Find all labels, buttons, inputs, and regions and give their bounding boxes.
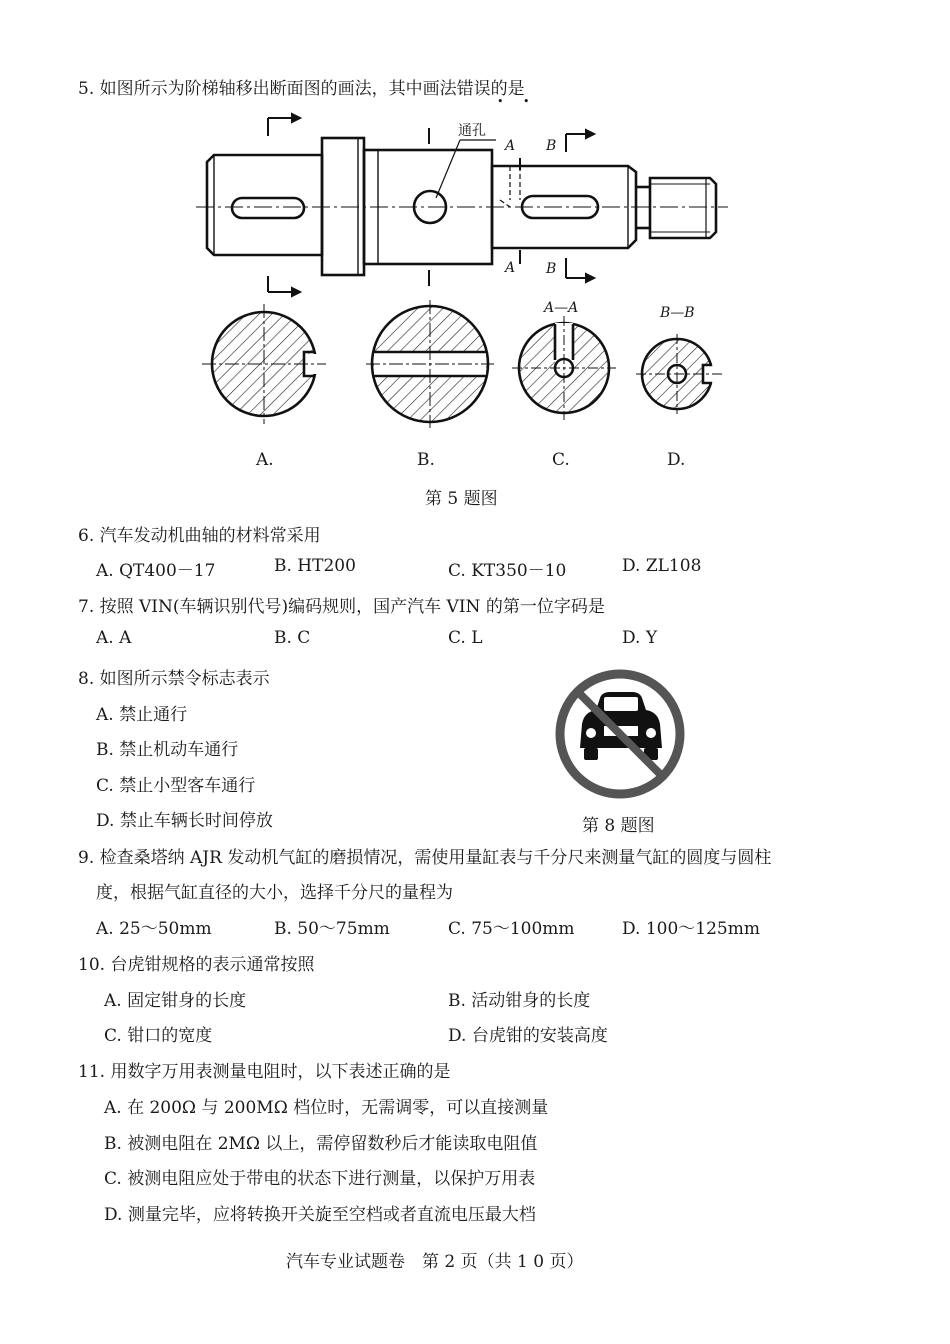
q10-option-d: D. 台虎钳的安装高度 — [448, 1026, 608, 1046]
section-b — [366, 300, 494, 428]
section-title-aa: A—A — [544, 300, 579, 316]
section-d — [636, 334, 722, 414]
q10-option-b: B. 活动钳身的长度 — [448, 991, 591, 1011]
q8-option-b: B. 禁止机动车通行 — [96, 740, 239, 760]
cut-label-a-bottom: A — [505, 260, 516, 276]
q9-stem-line1: 9. 检查桑塔纳 AJR 发动机气缸的磨损情况，需使用量缸表与千分尺来测量气缸的圆度与圆柱 — [78, 848, 772, 868]
q6-option-d: D. ZL108 — [622, 556, 702, 576]
q7-option-c: C. L — [448, 628, 483, 648]
page-footer: 汽车专业试题卷 第 2 页（共 1 0 页） — [286, 1252, 584, 1272]
q10-option-a: A. 固定钳身的长度 — [104, 991, 247, 1011]
q6-option-c: C. KT350－10 — [448, 561, 567, 581]
q9-stem-line2: 度，根据气缸直径的大小，选择千分尺的量程为 — [96, 883, 453, 903]
q8-option-a: A. 禁止通行 — [96, 705, 188, 725]
q10-option-c: C. 钳口的宽度 — [104, 1026, 213, 1046]
hole-label: 通孔 — [458, 123, 486, 139]
q5-stem: 5. 如图所示为阶梯轴移出断面图的画法，其中画法错误的是 — [78, 79, 525, 99]
q5-figure — [0, 0, 950, 520]
q9-option-d: D. 100～125mm — [622, 919, 760, 939]
q10-stem: 10. 台虎钳规格的表示通常按照 — [78, 955, 315, 975]
q6-option-a: A. QT400－17 — [96, 561, 216, 581]
q11-option-d: D. 测量完毕，应将转换开关旋至空档或者直流电压最大档 — [104, 1205, 536, 1225]
q11-option-a: A. 在 200Ω 与 200MΩ 档位时，无需调零，可以直接测量 — [104, 1098, 549, 1118]
emphasis-dots: • • — [497, 95, 538, 108]
q5-option-b: B. — [417, 450, 435, 470]
q6-option-b: B. HT200 — [274, 556, 356, 576]
q11-option-b: B. 被测电阻在 2MΩ 以上，需停留数秒后才能读取电阻值 — [104, 1134, 538, 1154]
q9-option-c: C. 75～100mm — [448, 919, 575, 939]
q9-option-b: B. 50～75mm — [274, 919, 390, 939]
q9-option-a: A. 25～50mm — [96, 919, 212, 939]
car-icon — [580, 692, 662, 760]
q5-caption: 第 5 题图 — [425, 489, 498, 509]
cut-label-a-top: A — [505, 138, 516, 154]
q8-caption: 第 8 题图 — [582, 816, 655, 836]
q5-option-c: C. — [552, 450, 570, 470]
q8-option-d: D. 禁止车辆长时间停放 — [96, 811, 273, 831]
q8-stem: 8. 如图所示禁令标志表示 — [78, 669, 270, 689]
cut-label-b-bottom: B — [546, 261, 557, 277]
q11-option-c: C. 被测电阻应处于带电的状态下进行测量，以保护万用表 — [104, 1169, 536, 1189]
q8-option-c: C. 禁止小型客车通行 — [96, 776, 256, 796]
q5-option-d: D. — [667, 450, 686, 470]
section-a — [202, 304, 326, 424]
q11-stem: 11. 用数字万用表测量电阻时，以下表述正确的是 — [78, 1062, 451, 1082]
section-title-bb: B—B — [660, 305, 695, 321]
q7-option-a: A. A — [96, 628, 132, 648]
cut-label-b-top: B — [546, 138, 557, 154]
q7-option-d: D. Y — [622, 628, 658, 648]
section-c — [512, 316, 616, 420]
q7-option-b: B. C — [274, 628, 311, 648]
q5-option-a: A. — [256, 450, 274, 470]
q7-stem: 7. 按照 VIN(车辆识别代号)编码规则，国产汽车 VIN 的第一位字码是 — [78, 597, 605, 617]
q6-stem: 6. 汽车发动机曲轴的材料常采用 — [78, 526, 321, 546]
